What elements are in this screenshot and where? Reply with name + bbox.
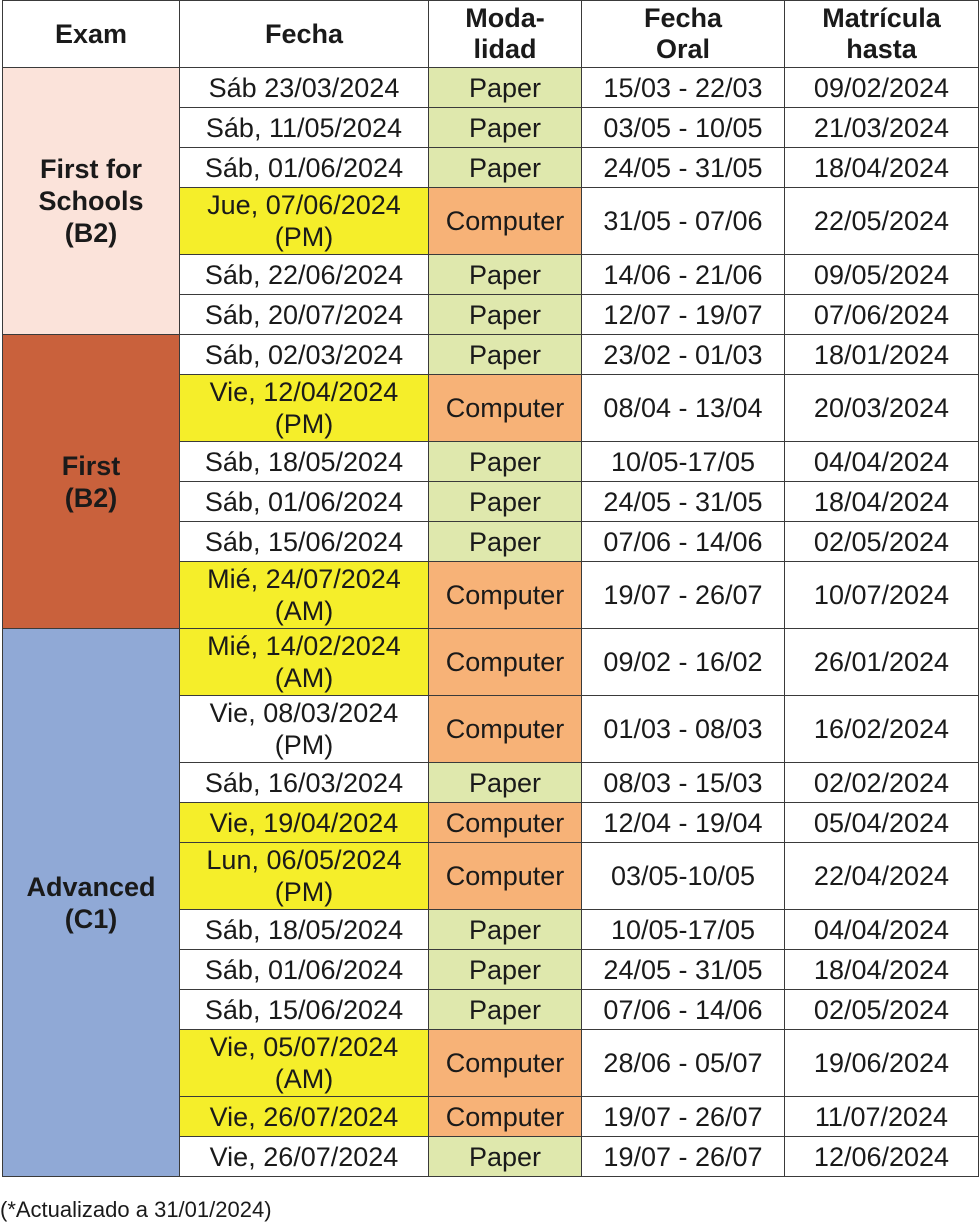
fecha-text: Sáb, 01/06/2024 [204, 486, 404, 517]
matricula-cell: 02/05/2024 [785, 990, 979, 1030]
matricula-cell: 21/03/2024 [785, 108, 979, 148]
fecha-oral-cell: 12/04 - 19/04 [582, 803, 785, 843]
matricula-cell: 19/06/2024 [785, 1030, 979, 1097]
matricula-cell: 09/05/2024 [785, 255, 979, 295]
exam-name-line: (B2) [64, 218, 118, 248]
fecha-cell [180, 803, 429, 843]
fecha-text: Vie, 05/07/2024 [209, 1032, 399, 1062]
fecha-text: Sáb, 01/06/2024 [204, 152, 404, 183]
fecha-text: Sáb, 11/05/2024 [205, 112, 403, 143]
fecha-oral-cell: 31/05 - 07/06 [582, 188, 785, 255]
fecha-text: Sáb, 22/06/2024 [204, 259, 404, 290]
modalidad-cell: Computer [429, 1097, 582, 1137]
fecha-text: Sáb, 01/06/2024 [204, 954, 404, 985]
modalidad-cell: Paper [429, 763, 582, 803]
fecha-text: Sáb, 16/03/2024 [204, 767, 404, 798]
fecha-oral-cell: 24/05 - 31/05 [582, 148, 785, 188]
fecha-text: Jue, 07/06/2024 [207, 190, 401, 220]
fecha-oral-cell: 08/04 - 13/04 [582, 375, 785, 442]
fecha-cell [180, 148, 429, 188]
header-fecha-oral [582, 1, 785, 68]
matricula-cell: 18/04/2024 [785, 482, 979, 522]
fecha-text: Sáb, 20/07/2024 [204, 299, 404, 330]
header-matricula-line1: Matrícula [822, 3, 941, 33]
modalidad-cell: Computer [429, 843, 582, 910]
fecha-time: (AM) [274, 596, 334, 626]
fecha-text: Sáb, 15/06/2024 [204, 994, 404, 1025]
fecha-text: Vie, 19/04/2024 [209, 807, 399, 838]
modalidad-cell: Computer [429, 188, 582, 255]
fecha-oral-cell: 03/05-10/05 [582, 843, 785, 910]
fecha-text: Sáb, 18/05/2024 [204, 914, 404, 945]
modalidad-cell: Paper [429, 1137, 582, 1177]
matricula-cell: 20/03/2024 [785, 375, 979, 442]
matricula-cell: 09/02/2024 [785, 68, 979, 108]
fecha-time: (PM) [274, 409, 334, 439]
modalidad-cell: Paper [429, 255, 582, 295]
fecha-cell [180, 562, 429, 629]
exam-name-line: Advanced [26, 871, 156, 902]
fecha-oral-cell: 08/03 - 15/03 [582, 763, 785, 803]
fecha-text: Vie, 08/03/2024 [209, 698, 399, 728]
fecha-cell [180, 188, 429, 255]
header-exam [3, 1, 180, 68]
exam-schedule-table [2, 0, 979, 1177]
fecha-text: Sáb, 02/03/2024 [204, 339, 404, 370]
modalidad-cell: Paper [429, 148, 582, 188]
fecha-oral-cell: 09/02 - 16/02 [582, 629, 785, 696]
header-modalidad [429, 1, 582, 68]
modalidad-cell: Computer [429, 696, 582, 763]
fecha-text: Vie, 26/07/2024 [209, 1101, 399, 1132]
modalidad-cell: Computer [429, 562, 582, 629]
fecha-oral-cell: 07/06 - 14/06 [582, 990, 785, 1030]
fecha-cell [180, 255, 429, 295]
exam-advanced-cell [3, 629, 180, 1177]
header-fecha-label: Fecha [264, 18, 344, 49]
fecha-cell [180, 696, 429, 763]
exam-name-line: Schools [38, 186, 144, 216]
fecha-oral-cell: 03/05 - 10/05 [582, 108, 785, 148]
fecha-cell [180, 629, 429, 696]
fecha-cell [180, 990, 429, 1030]
matricula-cell: 18/04/2024 [785, 148, 979, 188]
fecha-time: (AM) [274, 663, 334, 693]
exam-first-for-schools-cell [3, 68, 180, 335]
header-fecha-oral-line2: Oral [655, 34, 711, 64]
fecha-oral-cell: 14/06 - 21/06 [582, 255, 785, 295]
modalidad-cell: Paper [429, 68, 582, 108]
matricula-cell: 16/02/2024 [785, 696, 979, 763]
modalidad-cell: Paper [429, 295, 582, 335]
exam-name-line: (C1) [64, 903, 118, 934]
fecha-oral-cell: 19/07 - 26/07 [582, 1097, 785, 1137]
fecha-oral-cell: 19/07 - 26/07 [582, 1137, 785, 1177]
header-matricula [785, 1, 979, 68]
matricula-cell: 22/04/2024 [785, 843, 979, 910]
fecha-cell [180, 442, 429, 482]
exam-name-line: (B2) [64, 482, 118, 513]
table-row [3, 629, 979, 696]
header-fecha [180, 1, 429, 68]
fecha-cell [180, 1030, 429, 1097]
matricula-cell: 04/04/2024 [785, 910, 979, 950]
matricula-cell: 22/05/2024 [785, 188, 979, 255]
fecha-text: Sáb 23/03/2024 [208, 72, 400, 103]
matricula-cell: 04/04/2024 [785, 442, 979, 482]
table-row [3, 68, 979, 108]
modalidad-cell: Paper [429, 950, 582, 990]
fecha-text: Mié, 24/07/2024 [207, 564, 401, 594]
fecha-time: (PM) [274, 730, 334, 760]
fecha-oral-cell: 07/06 - 14/06 [582, 522, 785, 562]
fecha-oral-cell: 19/07 - 26/07 [582, 562, 785, 629]
fecha-cell [180, 68, 429, 108]
modalidad-cell: Paper [429, 482, 582, 522]
fecha-cell [180, 763, 429, 803]
matricula-cell: 05/04/2024 [785, 803, 979, 843]
fecha-cell [180, 482, 429, 522]
fecha-cell [180, 1097, 429, 1137]
modalidad-cell: Paper [429, 522, 582, 562]
exam-first-cell [3, 335, 180, 629]
fecha-oral-cell: 28/06 - 05/07 [582, 1030, 785, 1097]
fecha-oral-cell: 15/03 - 22/03 [582, 68, 785, 108]
modalidad-cell: Computer [429, 375, 582, 442]
table-row [3, 335, 979, 375]
fecha-text: Vie, 12/04/2024 [209, 377, 399, 407]
matricula-cell: 02/05/2024 [785, 522, 979, 562]
fecha-oral-cell: 12/07 - 19/07 [582, 295, 785, 335]
matricula-cell: 11/07/2024 [785, 1097, 979, 1137]
fecha-time: (PM) [274, 877, 334, 907]
fecha-oral-cell: 24/05 - 31/05 [582, 482, 785, 522]
fecha-text: Lun, 06/05/2024 [206, 845, 402, 875]
matricula-cell: 18/01/2024 [785, 335, 979, 375]
modalidad-cell: Paper [429, 335, 582, 375]
fecha-cell [180, 295, 429, 335]
fecha-oral-cell: 10/05-17/05 [582, 910, 785, 950]
fecha-text: Sáb, 18/05/2024 [204, 446, 404, 477]
header-exam-label: Exam [54, 18, 128, 49]
fecha-cell [180, 950, 429, 990]
header-modalidad-line1: Moda- [465, 3, 545, 33]
fecha-text: Mié, 14/02/2024 [207, 631, 401, 661]
fecha-time: (PM) [274, 222, 334, 252]
modalidad-cell: Paper [429, 108, 582, 148]
header-row [3, 1, 979, 68]
fecha-time: (AM) [274, 1064, 334, 1094]
header-matricula-line2: hasta [846, 34, 917, 64]
header-fecha-oral-line1: Fecha [643, 3, 723, 33]
matricula-cell: 02/02/2024 [785, 763, 979, 803]
modalidad-cell: Computer [429, 1030, 582, 1097]
fecha-cell [180, 375, 429, 442]
fecha-cell [180, 335, 429, 375]
fecha-cell [180, 108, 429, 148]
modalidad-cell: Paper [429, 442, 582, 482]
matricula-cell: 12/06/2024 [785, 1137, 979, 1177]
fecha-oral-cell: 01/03 - 08/03 [582, 696, 785, 763]
fecha-cell [180, 843, 429, 910]
fecha-cell [180, 910, 429, 950]
matricula-cell: 18/04/2024 [785, 950, 979, 990]
modalidad-cell: Paper [429, 910, 582, 950]
fecha-text: Vie, 26/07/2024 [209, 1141, 399, 1172]
matricula-cell: 10/07/2024 [785, 562, 979, 629]
fecha-oral-cell: 24/05 - 31/05 [582, 950, 785, 990]
fecha-oral-cell: 10/05-17/05 [582, 442, 785, 482]
modalidad-cell: Paper [429, 990, 582, 1030]
matricula-cell: 26/01/2024 [785, 629, 979, 696]
exam-name-line: First for [39, 154, 142, 184]
header-modalidad-line2: lidad [473, 34, 537, 64]
fecha-text: Sáb, 15/06/2024 [204, 526, 404, 557]
fecha-cell [180, 522, 429, 562]
exam-name-line: First [61, 450, 121, 481]
modalidad-cell: Computer [429, 803, 582, 843]
modalidad-cell: Computer [429, 629, 582, 696]
update-footnote: (*Actualizado a 31/01/2024) [0, 1197, 272, 1222]
matricula-cell: 07/06/2024 [785, 295, 979, 335]
fecha-cell [180, 1137, 429, 1177]
fecha-oral-cell: 23/02 - 01/03 [582, 335, 785, 375]
